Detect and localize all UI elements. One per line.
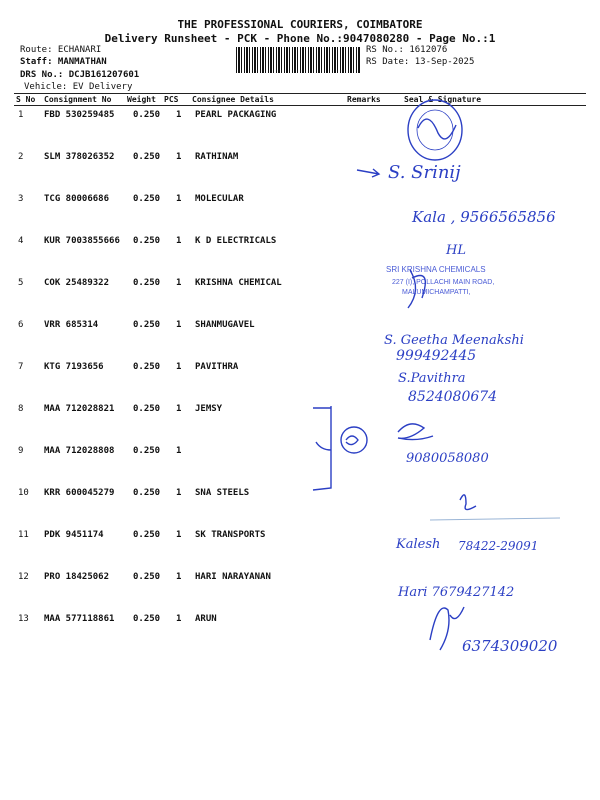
vehicle: Vehicle: EV Delivery (24, 82, 133, 92)
cell-sno: 7 (18, 362, 24, 372)
route: Route: ECHANARI (20, 45, 102, 55)
cell-consignee: KRISHNA CHEMICAL (195, 278, 282, 288)
cell-sno: 2 (18, 152, 24, 162)
cell-pcs: 1 (176, 404, 182, 414)
circled-initial (341, 427, 367, 453)
handwritten-row-9-phone: 9080058080 (406, 451, 489, 466)
handwritten-row-11-phone: 78422-29091 (458, 539, 539, 553)
handwritten-row-2: S. Srinij (388, 162, 461, 183)
cell-consignee: JEMSY (195, 404, 223, 414)
signature-row-13 (430, 607, 464, 650)
col-seal-signature: Seal & Signature (404, 95, 482, 104)
cell-consignee: SNA STEELS (195, 488, 250, 498)
cell-sno: 13 (18, 614, 29, 624)
arrow-mark (357, 169, 379, 177)
cell-pcs: 1 (176, 572, 182, 582)
cell-sno: 5 (18, 278, 24, 288)
stamp-line-3: MALUMICHAMPATTI, (402, 289, 471, 296)
cell-pcs: 1 (176, 278, 182, 288)
cell-weight: 0.250 (133, 446, 161, 456)
cell-weight: 0.250 (133, 530, 161, 540)
cell-pcs: 1 (176, 152, 182, 162)
stamp-line-1: SRI KRISHNA CHEMICALS (386, 265, 486, 274)
handwritten-row-11-name: Kalesh (396, 537, 441, 552)
cell-consignment: MAA 712028808 (44, 446, 115, 456)
cell-consignee: SK TRANSPORTS (195, 530, 266, 540)
cell-pcs: 1 (176, 320, 182, 330)
signature-row-10 (460, 495, 476, 510)
col-sno: S No (16, 95, 36, 104)
cell-weight: 0.250 (133, 362, 161, 372)
cell-weight: 0.250 (133, 194, 161, 204)
cell-consignment: COK 25489322 (44, 278, 110, 288)
rs-no: RS No.: 1612076 (366, 45, 448, 55)
cell-weight: 0.250 (133, 320, 161, 330)
cell-consignee: SHANMUGAVEL (195, 320, 255, 330)
cell-weight: 0.250 (133, 110, 161, 120)
cell-consignee: MOLECULAR (195, 194, 244, 204)
cell-pcs: 1 (176, 362, 182, 372)
cell-consignee: HARI NARAYANAN (195, 572, 271, 582)
cell-pcs: 1 (176, 530, 182, 540)
cell-consignment: KRR 600045279 (44, 488, 115, 498)
handwritten-row-12: Hari 7679427142 (398, 585, 515, 600)
cell-consignment: TCG 80006686 (44, 194, 110, 204)
cell-consignment: PRO 18425062 (44, 572, 110, 582)
signature-row-8 (398, 424, 433, 440)
cell-consignment: PDK 9451174 (44, 530, 104, 540)
cell-sno: 4 (18, 236, 24, 246)
cell-sno: 12 (18, 572, 29, 582)
handwritten-row-7-name: S.Pavithra (398, 371, 466, 386)
handwritten-row-13-phone: 6374309020 (462, 637, 558, 655)
cell-consignee: K D ELECTRICALS (195, 236, 277, 246)
cell-sno: 11 (18, 530, 29, 540)
rs-date: RS Date: 13-Sep-2025 (366, 57, 475, 67)
cell-weight: 0.250 (133, 152, 161, 162)
cell-consignment: KTG 7193656 (44, 362, 104, 372)
cell-sno: 9 (18, 446, 24, 456)
handwritten-row-6-name: S. Geetha Meenakshi (384, 333, 524, 348)
cell-weight: 0.250 (133, 404, 161, 414)
cell-weight: 0.250 (133, 278, 161, 288)
cell-weight: 0.250 (133, 572, 161, 582)
cell-pcs: 1 (176, 236, 182, 246)
cell-consignee: PAVITHRA (195, 362, 239, 372)
cell-sno: 3 (18, 194, 24, 204)
cell-consignee: RATHINAM (195, 152, 239, 162)
cell-sno: 1 (18, 110, 24, 120)
staff: Staff: MANMATHAN (20, 57, 107, 67)
cell-pcs: 1 (176, 446, 182, 456)
cell-weight: 0.250 (133, 236, 161, 246)
col-weight: Weight (127, 95, 156, 104)
handwritten-row-3: Kala , 9566565856 (412, 208, 556, 226)
cell-consignment: MAA 712028821 (44, 404, 115, 414)
cell-consignment: SLM 378026352 (44, 152, 115, 162)
company-title: THE PROFESSIONAL COURIERS, COIMBATORE (177, 18, 423, 31)
handwritten-row-6-phone: 999492445 (396, 348, 477, 364)
col-pcs: PCS (164, 95, 179, 104)
cell-pcs: 1 (176, 614, 182, 624)
cell-consignee: PEARL PACKAGING (195, 110, 277, 120)
cell-weight: 0.250 (133, 488, 161, 498)
cell-consignment: FBD 530259485 (44, 110, 115, 120)
cell-sno: 8 (18, 404, 24, 414)
cell-consignment: MAA 577118861 (44, 614, 115, 624)
cell-pcs: 1 (176, 110, 182, 120)
cell-sno: 6 (18, 320, 24, 330)
cell-consignee: ARUN (195, 614, 217, 624)
cell-pcs: 1 (176, 488, 182, 498)
cell-sno: 10 (18, 488, 29, 498)
bracket-mark (313, 406, 331, 490)
cell-pcs: 1 (176, 194, 182, 204)
drs-no: DRS No.: DCJB161207601 (20, 70, 140, 80)
cell-consignment: VRR 685314 (44, 320, 99, 330)
col-remarks: Remarks (347, 95, 381, 104)
handwritten-row-7-phone: 8524080674 (408, 389, 498, 405)
cell-weight: 0.250 (133, 614, 161, 624)
handwritten-row-4: HL (446, 243, 466, 258)
col-consignee: Consignee Details (192, 95, 274, 104)
col-consignment: Consignment No (44, 95, 112, 104)
cell-consignment: KUR 7003855666 (44, 236, 120, 246)
stamp-line-2: 227 (I), POLLACHI MAIN ROAD, (392, 279, 495, 286)
runsheet-title: Delivery Runsheet - PCK - Phone No.:9047080280 - Page No.:1 (104, 32, 496, 45)
